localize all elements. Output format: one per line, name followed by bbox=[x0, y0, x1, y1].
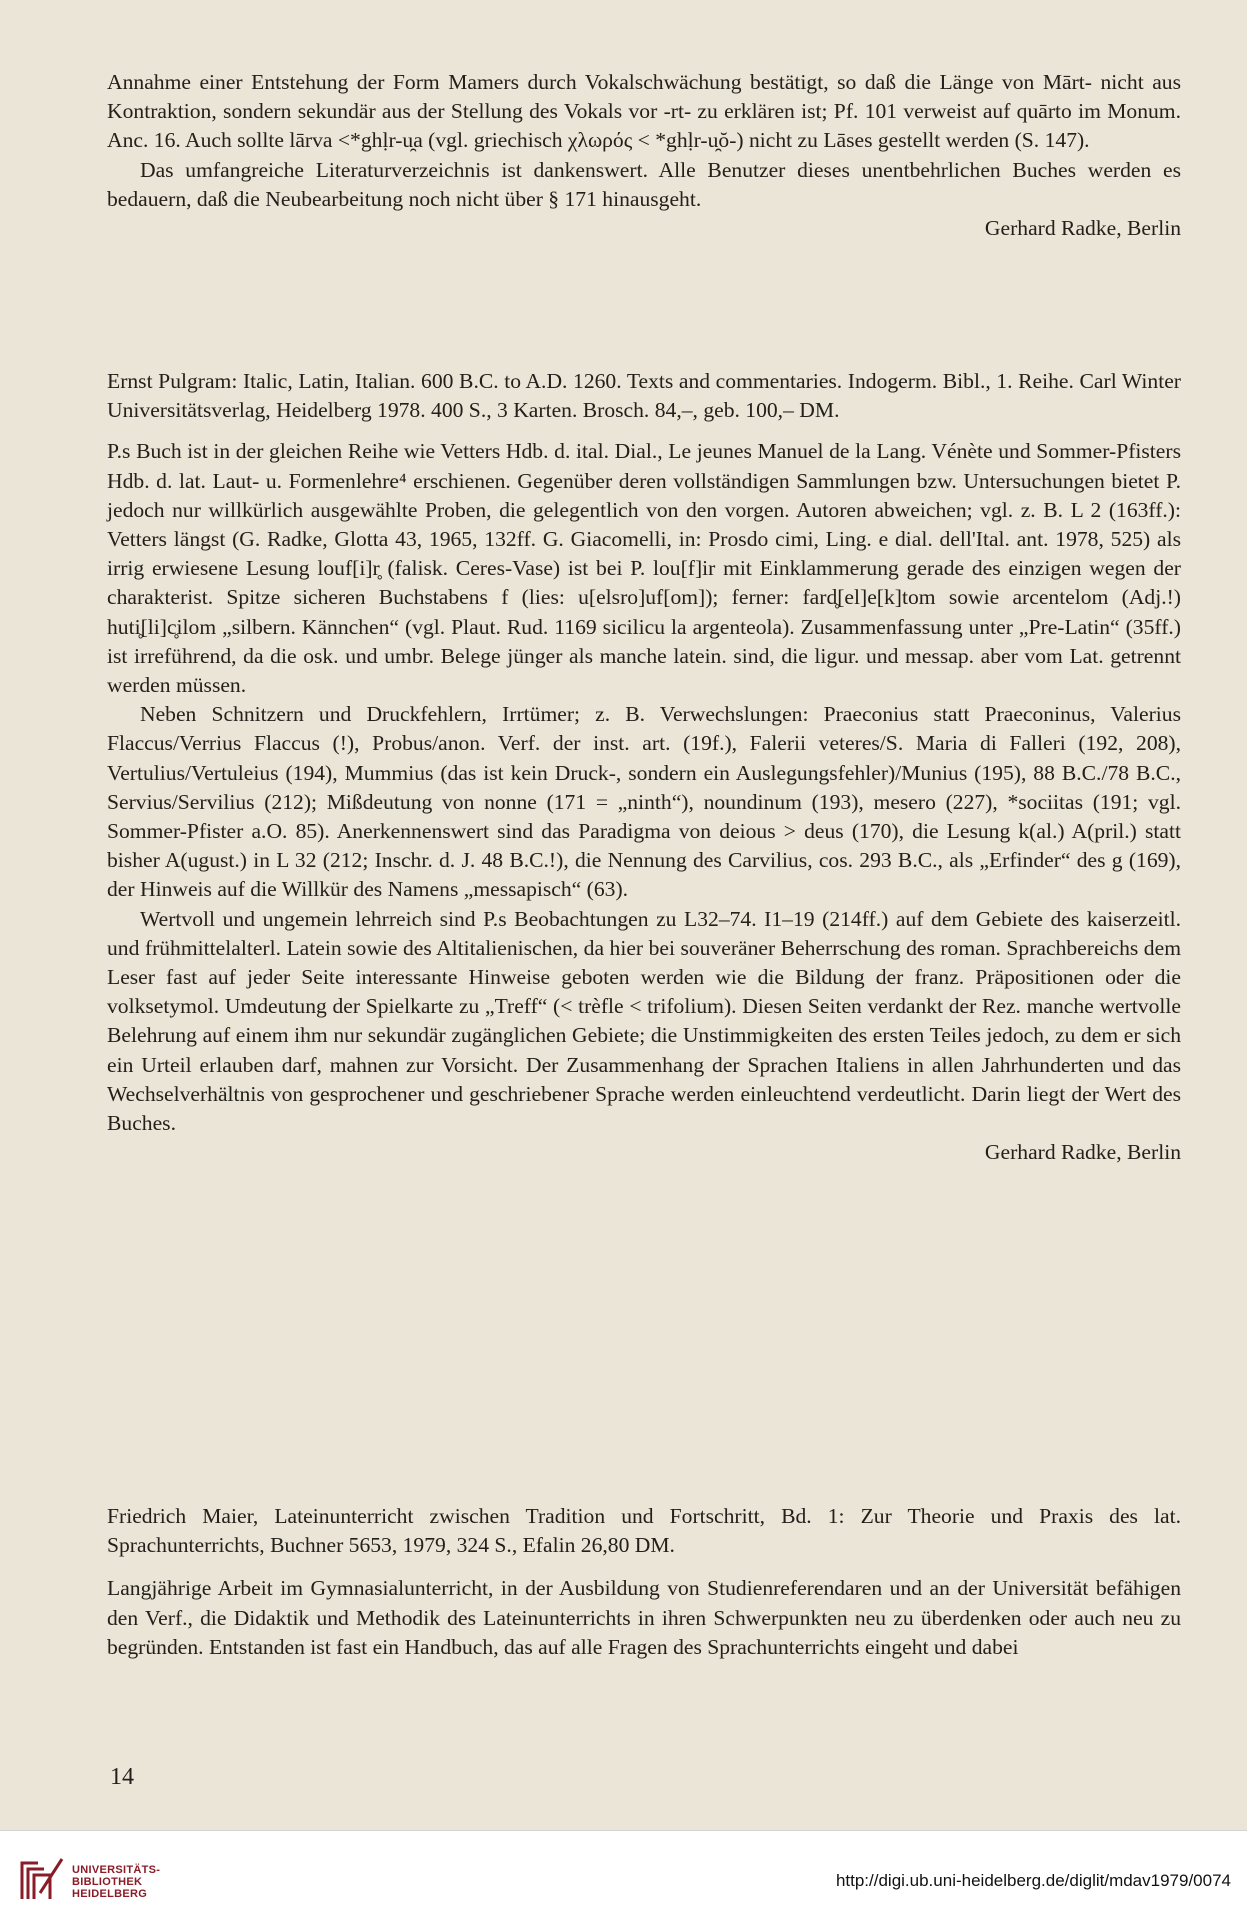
footer-bar bbox=[0, 1830, 1247, 1930]
review2-heading: Ernst Pulgram: Italic, Latin, Italian. 600 B.C. to A.D. 1260. Texts and commentaries. Indogerm. Bibl., 1. Reihe. Carl Winter Universitätsverlag, Heidelberg 1978. 400 S., 3 Karten. Brosch. 84,–, geb. 100,– DM. bbox=[107, 369, 1181, 423]
review1-signature: Gerhard Radke, Berlin bbox=[984, 216, 1181, 241]
library-logo-icon bbox=[16, 1853, 68, 1905]
review2-paragraph-2: Neben Schnitzern und Druckfehlern, Irrtümer; z. B. Verwechslungen: Praeconius statt Praeconinus, Valerius Flaccus/Verrius Flaccus (!), Probus/anon. Verf. der inst. art. (19f.), Falerii veteres/S. Maria di Falleri (192, 208), Vertulius/Vertuleius (194), Mummius (das ist kein Druck-, sondern ein Auslegungsfehler)/Munius (195), 88 B.C./78 B.C., Servius/Servilius (212); Mißdeutung von nonne (171 = „ninth“), noundinum (193), mesero (227), *sociitas (191; vgl. Sommer-Pfister a.O. 85). Anerkennenswert sind das Paradigma von deious > deus (170), die Lesung k(al.) A(pril.) statt bisher A(ugust.) in L 32 (212; Inschr. d. J. 48 B.C.!), die Nennung des Carvilius, cos. 293 B.C., als „Erfinder“ des g (169), der Hinweis auf die Willkür des Namens „messapisch“ (63). bbox=[107, 702, 1181, 902]
review2-signature: Gerhard Radke, Berlin bbox=[984, 1140, 1181, 1165]
review2-paragraph-1: P.s Buch ist in der gleichen Reihe wie Vetters Hdb. d. ital. Dial., Le jeunes Manuel de la Lang. Vénète und Sommer-Pfisters Hdb. d. lat. Laut- u. Formenlehre⁴ erschienen. Gegenüber deren vollständigen Sammlungen bzw. Untersuchungen bietet P. jedoch nur willkürlich ausgewählte Proben, die gelegentlich von den vorgen. Autoren abweichen; vgl. z. B. L 2 (163ff.): Vetters längst (G. Radke, Glotta 43, 1965, 132ff. G. Giacomelli, in: Prosdo cimi, Ling. e dial. dell'Ital. ant. 1978, 525) als irrig erwiesene Lesung louf[i]r̥ (falisk. Ceres-Vase) ist bei P. lou[f]ir mit Einklammerung gerade des einzigen wegen der charakterist. Spitze sicheren Buchstabens f (lies: u[elsro]uf[om]); ferner: fard̥[el]e[k]tom sowie arcentelom (Adj.!) huti̥[li]c̥ilom „silbern. Kännchen“ (vgl. Plaut. Rud. 1169 sicilicu la argenteola). Zusammenfassung unter „Pre-Latin“ (35ff.) ist irreführend, da die osk. und umbr. Belege jünger als manche latein. sind, die ligur. und messap. aber vom Lat. getrennt werden müssen. bbox=[107, 439, 1181, 698]
review3-paragraph-1: Langjährige Arbeit im Gymnasialunterricht, in der Ausbildung von Studienreferendaren und an der Universität befähigen den Verf., die Didaktik und Methodik des Lateinunterrichts in ihren Schwerpunkten neu zu überdenken oder auch neu zu begründen. Entstanden ist fast ein Handbuch, das auf alle Fragen des Sprachunterrichts eingeht und dabei bbox=[107, 1576, 1181, 1659]
review1-paragraph-2: Das umfangreiche Literaturverzeichnis ist dankenswert. Alle Benutzer dieses unentbehrlichen Buches werden es bedauern, daß die Neubearbeitung noch nicht über § 171 hinausgeht. bbox=[107, 157, 1181, 211]
review-pulgram bbox=[107, 367, 1181, 1167]
review-maier bbox=[107, 1502, 1181, 1662]
review-continuation bbox=[107, 68, 1181, 243]
page-number: 14 bbox=[110, 1764, 134, 1790]
review1-paragraph-1: Annahme einer Entstehung der Form Mamers durch Vokalschwächung bestätigt, so daß die Länge von Mārt- nicht aus Kontraktion, sondern sekundär aus der Stellung des Vokals vor -rt- zu erklären ist; Pf. 101 verweist auf quārto im Monum. Anc. 16. Auch sollte lārva <*ghḷr-u̯a (vgl. griechisch χλωρός < *ghḷr-u̯ŏ-) nicht zu Lāses gestellt werden (S. 147). bbox=[107, 70, 1181, 153]
review2-paragraph-3: Wertvoll und ungemein lehrreich sind P.s Beobachtungen zu L32–74. I1–19 (214ff.) auf dem Gebiete des kaiserzeitl. und frühmittelalterl. Latein sowie des Altitalienischen, da hier bei souveräner Beherrschung des roman. Sprachbereichs dem Leser fast auf jeder Seite interessante Hinweise geboten werden wie die Bildung der franz. Präpositionen oder die volksetymol. Umdeutung der Spielkarte zu „Treff“ (< trèfle < trifolium). Diesen Seiten verdankt der Rez. manche wertvolle Belehrung auf einem ihm nur sekundär zugänglichen Gebiete; die Unstimmigkeiten des ersten Teiles jedoch, zu dem er sich ein Urteil erlauben darf, mahnen zur Vorsicht. Der Zusammenhang der Sprachen Italiens in allen Jahrhunderten und das Wechselverhältnis von gesprochener und geschriebener Sprache werden einleuchtend verdeutlicht. Darin liegt der Wert des Buches. bbox=[107, 906, 1181, 1136]
library-name: UNIVERSITÄTS- BIBLIOTHEK HEIDELBERG bbox=[72, 1864, 161, 1900]
source-url-link[interactable]: http://digi.ub.uni-heidelberg.de/diglit/mdav1979/0074 bbox=[835, 1871, 1231, 1890]
review3-heading: Friedrich Maier, Lateinunterricht zwischen Tradition und Fortschritt, Bd. 1: Zur Theorie und Praxis des lat. Sprachunterrichts, Buchner 5653, 1979, 324 S., Efalin 26,80 DM. bbox=[107, 1504, 1181, 1558]
